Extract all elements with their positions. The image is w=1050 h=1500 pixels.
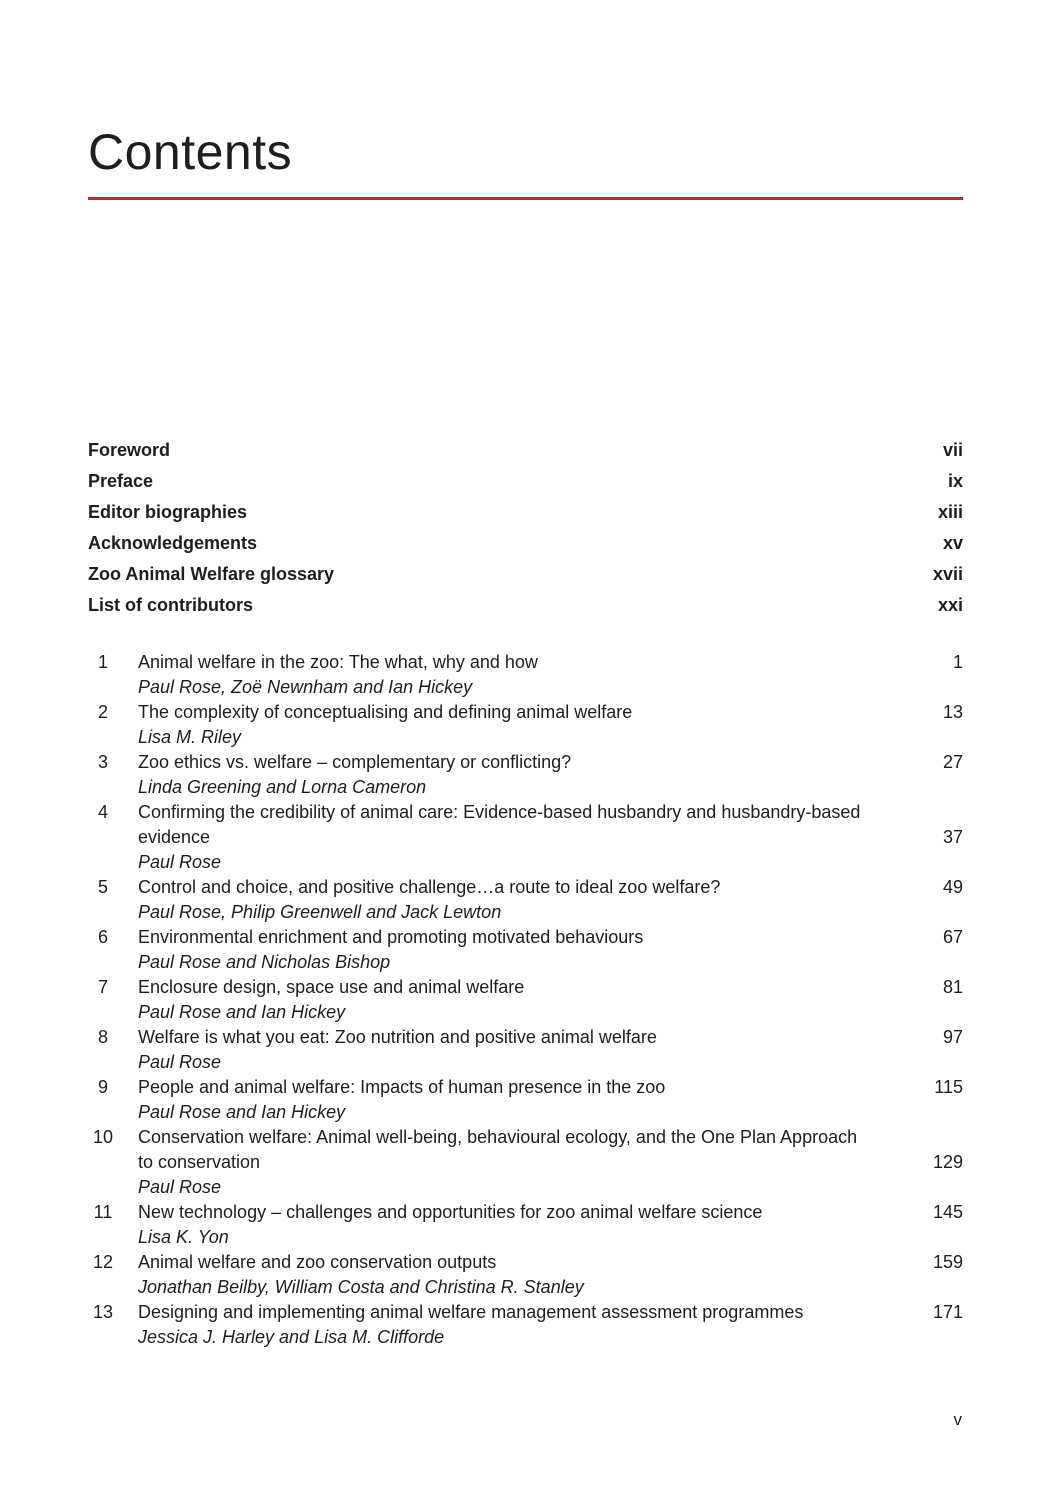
chapter-title: Designing and implementing animal welfare management assessment programmes <box>138 1302 804 1322</box>
chapter-title: The complexity of conceptualising and defining animal welfare <box>138 702 633 722</box>
chapter-page: 97 <box>942 1027 963 1047</box>
chapter-title: Confirming the credibility of animal care: Evidence-based husbandry and husbandry-based evidence <box>138 802 861 847</box>
chapter-number: 5 <box>97 877 108 897</box>
chapter-number: 6 <box>97 927 108 947</box>
chapter-body <box>138 1125 868 1200</box>
chapter-entry[interactable] <box>88 975 963 1025</box>
chapter-page: 13 <box>942 702 963 722</box>
chapter-body <box>138 875 868 925</box>
chapter-number: 13 <box>92 1302 114 1322</box>
front-matter-page: xvii <box>932 564 963 584</box>
chapter-body <box>138 975 868 1025</box>
chapter-authors: Paul Rose <box>138 852 222 872</box>
front-matter-label: Editor biographies <box>88 502 248 522</box>
chapter-authors: Linda Greening and Lorna Cameron <box>138 777 427 797</box>
chapter-entry[interactable] <box>88 650 963 700</box>
chapter-body <box>138 1200 868 1250</box>
chapter-authors: Paul Rose and Ian Hickey <box>138 1102 346 1122</box>
chapter-entry[interactable] <box>88 700 963 750</box>
chapter-title: Environmental enrichment and promoting motivated behaviours <box>138 927 644 947</box>
chapter-title: Enclosure design, space use and animal welfare <box>138 977 525 997</box>
chapter-page: 129 <box>932 1152 963 1172</box>
chapter-title: New technology – challenges and opportunities for zoo animal welfare science <box>138 1202 763 1222</box>
front-matter-entry[interactable] <box>88 436 963 467</box>
chapter-body <box>138 750 868 800</box>
chapter-body <box>138 1300 868 1350</box>
front-matter-page: xv <box>942 533 963 553</box>
front-matter-label: Acknowledgements <box>88 533 258 553</box>
front-matter-entry[interactable] <box>88 529 963 560</box>
front-matter-label: Zoo Animal Welfare glossary <box>88 564 335 584</box>
chapter-authors: Paul Rose and Ian Hickey <box>138 1002 346 1022</box>
chapter-number: 9 <box>97 1077 108 1097</box>
chapter-page: 67 <box>942 927 963 947</box>
chapter-authors: Jessica J. Harley and Lisa M. Clifforde <box>138 1327 445 1347</box>
page-title: Contents <box>88 124 293 180</box>
chapter-authors: Paul Rose, Zoë Newnham and Ian Hickey <box>138 677 473 697</box>
chapter-entry[interactable] <box>88 750 963 800</box>
chapter-title: Animal welfare and zoo conservation outputs <box>138 1252 497 1272</box>
chapter-entry[interactable] <box>88 1125 963 1200</box>
front-matter-label: Foreword <box>88 440 171 460</box>
chapter-page: 49 <box>942 877 963 897</box>
chapter-entry[interactable] <box>88 925 963 975</box>
chapter-entry[interactable] <box>88 1025 963 1075</box>
chapter-number: 12 <box>92 1252 114 1272</box>
chapter-authors: Paul Rose <box>138 1052 222 1072</box>
front-matter-entry[interactable] <box>88 560 963 591</box>
chapter-number: 2 <box>97 702 108 722</box>
chapter-title: Animal welfare in the zoo: The what, why and how <box>138 652 538 672</box>
chapter-page: 37 <box>942 827 963 847</box>
chapter-page: 115 <box>934 1077 963 1097</box>
chapter-entry[interactable] <box>88 1300 963 1350</box>
chapter-body <box>138 650 868 700</box>
chapter-authors: Lisa M. Riley <box>138 727 242 747</box>
chapter-entry[interactable] <box>88 1250 963 1300</box>
chapter-body <box>138 1075 868 1125</box>
chapter-title: Welfare is what you eat: Zoo nutrition and positive animal welfare <box>138 1027 657 1047</box>
chapter-entry[interactable] <box>88 800 963 875</box>
front-matter-page: xiii <box>937 502 963 522</box>
chapter-number: 8 <box>97 1027 108 1047</box>
front-matter-page: ix <box>947 471 963 491</box>
chapter-entry[interactable] <box>88 1200 963 1250</box>
chapter-body <box>138 800 868 875</box>
page-number: v <box>953 1410 962 1429</box>
chapter-number: 11 <box>93 1202 113 1222</box>
chapter-title: People and animal welfare: Impacts of human presence in the zoo <box>138 1077 666 1097</box>
title-rule <box>88 197 963 200</box>
chapter-number: 1 <box>97 652 108 672</box>
chapter-number: 7 <box>97 977 108 997</box>
front-matter-entry[interactable] <box>88 498 963 529</box>
chapter-list <box>88 650 963 1350</box>
front-matter-page: xxi <box>937 595 963 615</box>
front-matter-label: List of contributors <box>88 595 253 615</box>
chapter-body <box>138 1250 868 1300</box>
front-matter-page: vii <box>942 440 963 460</box>
chapter-number: 10 <box>92 1127 114 1147</box>
chapter-authors: Jonathan Beilby, William Costa and Christina R. Stanley <box>138 1277 584 1297</box>
chapter-authors: Paul Rose <box>138 1177 222 1197</box>
chapter-number: 4 <box>97 802 108 822</box>
chapter-page: 145 <box>932 1202 963 1222</box>
chapter-entry[interactable] <box>88 875 963 925</box>
front-matter-label: Preface <box>88 471 154 491</box>
chapter-authors: Paul Rose and Nicholas Bishop <box>138 952 391 972</box>
front-matter-entry[interactable] <box>88 591 963 622</box>
chapter-authors: Paul Rose, Philip Greenwell and Jack Lewton <box>138 902 502 922</box>
front-matter-entry[interactable] <box>88 467 963 498</box>
chapter-page: 1 <box>952 652 963 672</box>
chapter-page: 27 <box>942 752 963 772</box>
chapter-number: 3 <box>97 752 108 772</box>
chapter-entry[interactable] <box>88 1075 963 1125</box>
chapter-body <box>138 1025 868 1075</box>
chapter-body <box>138 925 868 975</box>
chapter-title: Conservation welfare: Animal well-being, behavioural ecology, and the One Plan Approach to conservation <box>138 1127 858 1172</box>
chapter-page: 171 <box>932 1302 963 1322</box>
chapter-page: 159 <box>932 1252 963 1272</box>
chapter-page: 81 <box>942 977 963 997</box>
chapter-title: Zoo ethics vs. welfare – complementary or conflicting? <box>138 752 572 772</box>
chapter-body <box>138 700 868 750</box>
chapter-authors: Lisa K. Yon <box>138 1227 229 1247</box>
front-matter-list <box>88 436 963 622</box>
chapter-title: Control and choice, and positive challenge…a route to ideal zoo welfare? <box>138 877 721 897</box>
